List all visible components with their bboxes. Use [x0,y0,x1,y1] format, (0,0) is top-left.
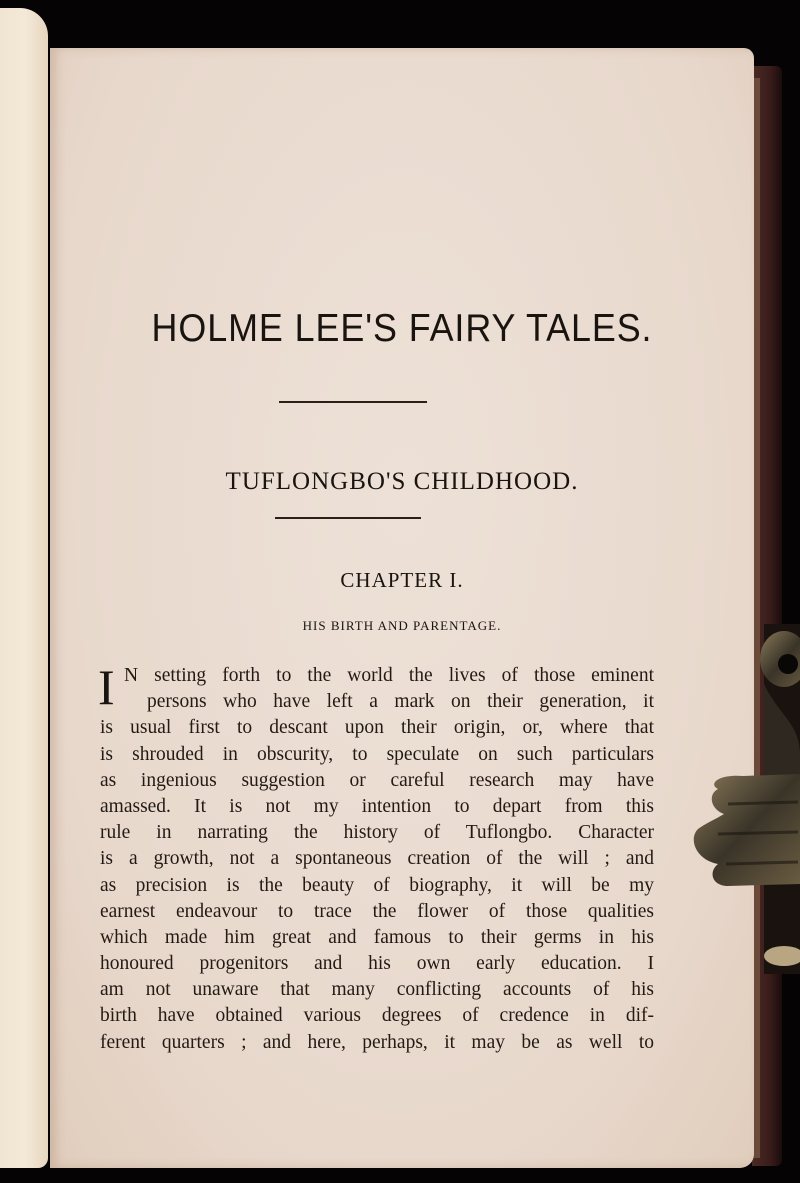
text-line: N setting forth to the world the lives of those eminent [124,665,654,686]
text-line: as ingenious suggestion or careful research may have [100,769,654,791]
text-line: is shrouded in obscurity, to speculate on such particulars [100,743,654,765]
brass-clasp-icon [688,624,800,974]
body-text [98,659,654,1056]
text-line: birth have obtained various degrees of credence in dif- [100,1005,654,1027]
left-page-edge [0,8,48,1168]
text-line: honoured progenitors and his own early education. I [100,953,654,975]
book-cover-edge [752,66,782,1166]
text-line: as precision is the beauty of biography, it will be my [100,874,654,896]
text-line: persons who have left a mark on their generation, it [147,691,654,713]
text-line: is a growth, not a spontaneous creation of the will ; and [100,848,654,870]
text-line: earnest endeavour to trace the flower of those qualities [100,900,654,922]
text-line: which made him great and famous to their germs in his [100,926,654,948]
chapter-heading: CHAPTER I. [340,568,464,592]
book-title: HOLME LEE'S FAIRY TALES. [151,307,653,350]
text-line: rule in narrating the history of Tuflongbo. Character [100,822,654,844]
title-rule-top [279,401,427,403]
drop-cap: I [98,659,115,715]
text-line: amassed. It is not my intention to depart from this [100,795,654,817]
book-page [50,48,754,1168]
text-line: ferent quarters ; and here, perhaps, it may be as well to [100,1031,654,1053]
title-rule-bottom [275,517,421,519]
text-line: is usual first to descant upon their origin, or, where that [100,717,654,739]
text-line: am not unaware that many conflicting accounts of his [100,979,654,1001]
story-title: TUFLONGBO'S CHILDHOOD. [225,468,579,495]
section-heading: HIS BIRTH AND PARENTAGE. [302,618,502,633]
